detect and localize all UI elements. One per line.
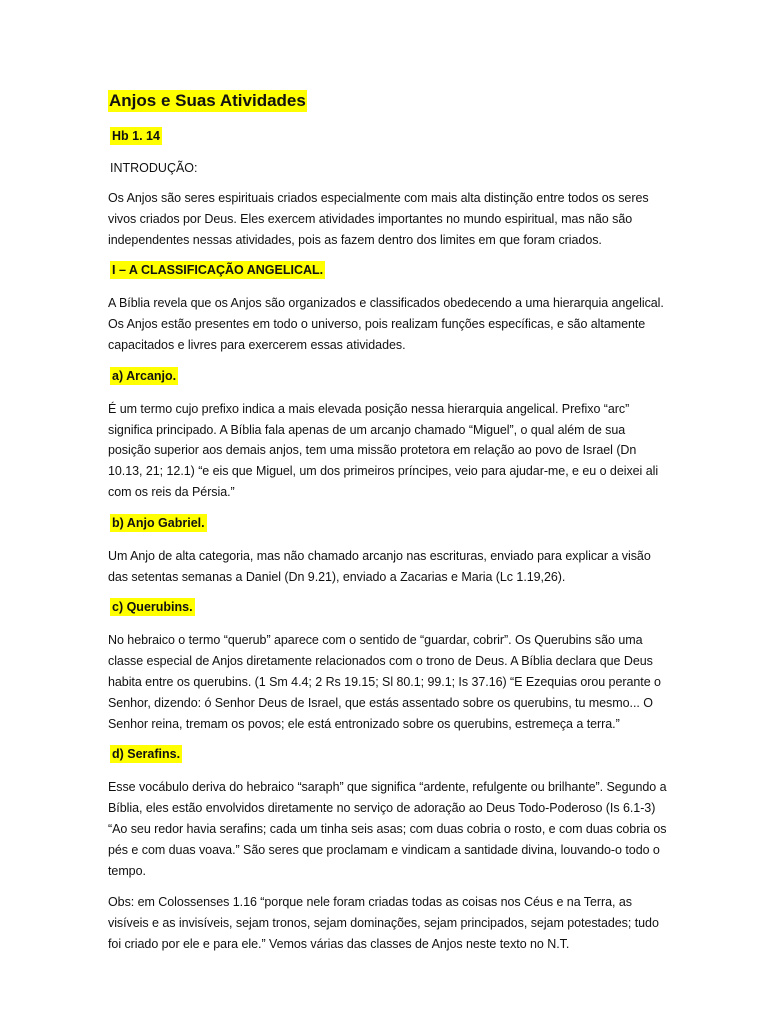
arcanjo-heading: a) Arcanjo.	[112, 368, 177, 383]
arcanjo-paragraph: É um termo cujo prefixo indica a mais elevada posição nessa hierarquia angelical. Prefixo “arc” significa principado. A Bíblia fala apenas de um arcanjo chamado “Miguel”, o qual além de sua posição superior aos demais anjos, tem uma missão protetora em relação ao povo de Israel (Dn 10.13, 21; 12.1) “e eis que Miguel, um dos primeiros príncipes, veio para ajudar-me, e eu o deixei ali com os reis da Pérsia.”	[108, 401, 659, 499]
querubins-heading-wrap	[108, 598, 668, 619]
obs-paragraph: Obs: em Colossenses 1.16 “porque nele foram criadas todas as coisas nos Céus e na Terra, as visíveis e as invisíveis, sejam tronos, sejam dominações, sejam principados, sejam potestades; tudo foi criado por ele e para ele.” Vemos várias das classes de Anjos neste texto no N.T.	[108, 895, 659, 951]
gabriel-heading: b) Anjo Gabriel.	[112, 515, 205, 530]
intro-paragraph: Os Anjos são seres espirituais criados especialmente com mais alta distinção entre todos os seres vivos criados por Deus. Eles exercem atividades importantes no mundo espiritual, mas não são independentes nessas atividades, pois as fazem dentro dos limites em que foram criados.	[108, 191, 649, 247]
intro-heading: INTRODUÇÃO:	[110, 161, 198, 175]
document-page	[108, 90, 668, 966]
querubins-paragraph: No hebraico o termo “querub” aparece com o sentido de “guardar, cobrir”. Os Querubins são uma classe especial de Anjos diretamente relacionados com o trono de Deus. A Bíblia declara que Deus habita entre os querubins. (1 Sm 4.4; 2 Rs 19.15; Sl 80.1; 99.1; Is 37.16) “E Ezequias orou perante o Senhor, dizendo: ó Senhor Deus de Israel, que estás assentado sobre os querubins, tu mesmo... O Senhor reina, tremam os povos; ele está entronizado sobre os querubins, estremeça a terra.”	[108, 633, 661, 731]
serafins-paragraph: Esse vocábulo deriva do hebraico “saraph” que significa “ardente, refulgente ou brilhante”. Segundo a Bíblia, eles estão envolvidos diretamente no serviço de adoração ao Deus Todo-Poderoso (Is 6.1-3) “Ao seu redor havia serafins; cada um tinha seis asas; com duas cobria o rosto, e com duas cobria os pés e com duas voava.” São seres que proclamam e vindicam a santidade divina, louvando-o todo o tempo.	[108, 780, 667, 878]
reference-wrap	[108, 127, 668, 148]
section1-paragraph: A Bíblia revela que os Anjos são organizados e classificados obedecendo a uma hierarquia angelical. Os Anjos estão presentes em todo o universo, pois realizam funções específicas, e são altamente capacitados e livres para exercerem essas atividades.	[108, 296, 664, 352]
section1-heading: I – A CLASSIFICAÇÃO ANGELICAL.	[112, 263, 324, 278]
arcanjo-heading-wrap	[108, 367, 668, 388]
serafins-heading: d) Serafins.	[112, 747, 181, 762]
querubins-heading: c) Querubins.	[112, 600, 193, 615]
document-title: Anjos e Suas Atividades	[109, 91, 306, 110]
serafins-heading-wrap	[108, 745, 668, 766]
gabriel-paragraph: Um Anjo de alta categoria, mas não chamado arcanjo nas escrituras, enviado para explicar a visão das setentas semanas a Daniel (Dn 9.21), enviado a Zacarias e Maria (Lc 1.19,26).	[108, 548, 651, 584]
section1-heading-wrap	[108, 261, 668, 282]
title-wrap	[108, 90, 668, 127]
bible-reference: Hb 1. 14	[112, 129, 160, 143]
gabriel-heading-wrap	[108, 514, 668, 535]
